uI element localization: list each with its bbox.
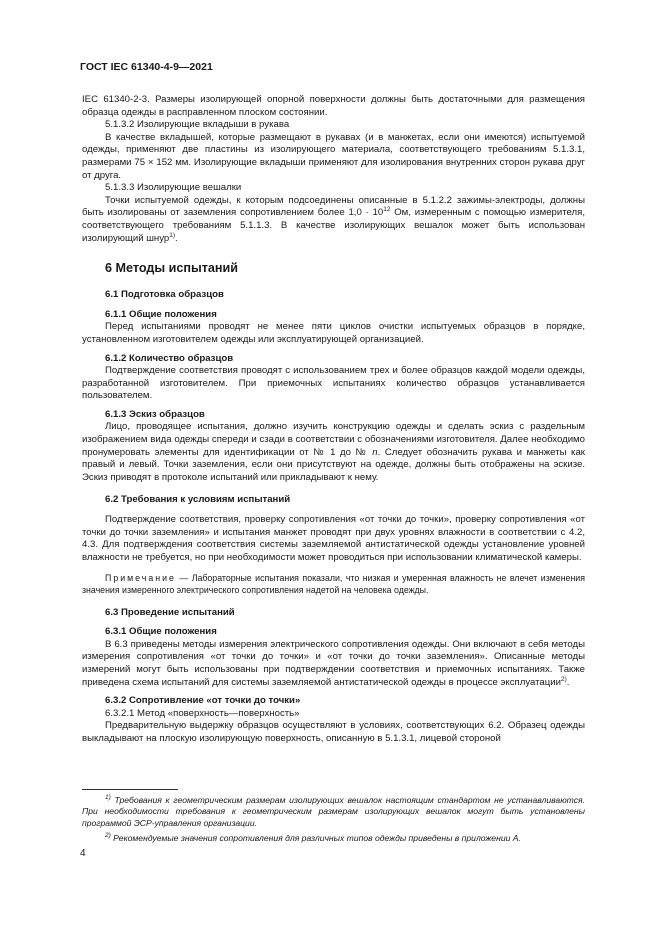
paragraph-5-1-3-3	[82, 195, 585, 245]
italic-n: n	[372, 446, 378, 458]
footnote-mark: 1)	[105, 794, 111, 801]
paragraph-6-1-2: Подтверждение соответствия проводят с использованием трех и более образцов каждой модели одежды, разработанной изготовителем. При приемочных испытаниях количество образцов устанавливается пользователем.	[82, 365, 585, 402]
footnote-separator	[82, 789, 178, 790]
clause-6-1-2-heading: 6.1.2 Количество образцов	[105, 352, 234, 364]
note-6-2	[82, 573, 585, 596]
paragraph-6-1-3	[82, 421, 585, 484]
clause-6-2-heading: 6.2 Требования к условиям испытаний	[105, 494, 291, 506]
text-run: Ом, измеренным с помощью измерителя, соответствующего требованиям 5.1.1.3. В качестве изолирующих вешалок может быть использован изолирующий шнур	[82, 207, 585, 244]
clause-6-3-2-heading: 6.3.2 Сопротивление «от точки до точки»	[105, 695, 301, 707]
section-6-heading: 6 Методы испытаний	[105, 261, 238, 276]
running-header: ГОСТ IEC 61340-4-9—2021	[80, 61, 213, 73]
text-run: .	[175, 232, 178, 244]
text-run: . Следует обозначить рукава и манжеты как правый и левый. Точки заземления, если они присутствуют на одежде, должны быть отображены на эскизе. Эскиз приводят в протоколе испытаний или прикладывают к нему.	[82, 446, 585, 483]
clause-6-1-heading: 6.1 Подготовка образцов	[105, 289, 224, 301]
paragraph-5-1-3-2: В качестве вкладышей, которые размещают в рукавах (и в манжетах, если они имеются) испытуемой одежды, применяют две пластины из изолирующего материала, соответствующего требованиям 5.1.3.1, размерами 75 × 152 мм. Изолирующие вкладыши применяют для изолирования внутренних сторон рукава друг от друга.	[82, 131, 585, 181]
footnote-ref-2: 2)	[560, 675, 567, 683]
paragraph-6-2: Подтверждение соответствия, проверку сопротивления «от точки до точки», проверку сопротивления «от точки до точки заземления» и испытания манжет проводят при двух уровнях влажности в соответствии с 4.2, 4.3. Для подтверждения соответствия системы заземляемой антистатической одежды установление уровней влажности не требуется, но при необходимости может проводиться при использовании климатической камеры.	[82, 514, 585, 563]
clause-6-3-heading: 6.3 Проведение испытаний	[105, 606, 235, 618]
clause-6-3-1-heading: 6.3.1 Общие положения	[105, 626, 217, 638]
note-label: Примечание	[105, 573, 176, 584]
paragraph-6-3-2-1: Предварительную выдержку образцов осуществляют в условиях, соответствующих 6.2. Образец одежды выкладывают на плоскую изолирующую поверхность, описанную в 5.1.3.1, лицевой стороной	[82, 720, 585, 744]
text-run: Точки испытуемой одежды, к которым подсоединены описанные в 5.1.2.2 зажимы-электроды, должны быть изолированы от заземления сопротивлением более 1,0 · 10	[82, 194, 585, 219]
footnote-text: Рекомендуемые значения сопротивления для различных типов одежды приведены в приложении А.	[110, 833, 521, 844]
subclause-5-1-3-3-title: 5.1.3.3 Изолирующие вешалки	[105, 182, 242, 194]
footnote-1	[82, 795, 585, 829]
footnote-mark: 2)	[105, 832, 111, 840]
text-run: В 6.3 приведены методы измерения электрического сопротивления одежды. Они включают в себя методы измерения сопротивления «от точки до точки» и «от точки до точки заземления». Описанные методы измерений могут быть использованы при подтверждении соответствия и приемочных испытаниях. Также приведена схема испытаний для системы заземляемой антистатической одежды в процессе эксплуатации	[82, 638, 585, 688]
paragraph-continued: IEC 61340-2-3. Размеры изолирующей опорной поверхности должны быть достаточными для размещения образца одежды в расправленном плоском состоянии.	[82, 94, 585, 118]
footnote-text: Требования к геометрическим размерам изолирующих вешалок настоящим стандартом не устанавливаются. При необходимости требования к геометрическим размерам изолирующих вешалок могут быть установлены программой ЭСР-управления организации.	[82, 795, 585, 828]
page-content	[82, 94, 585, 746]
text-run: .	[566, 676, 570, 688]
subclause-6-3-2-1-title: 6.3.2.1 Метод «поверхность—поверхность»	[105, 707, 300, 719]
text-run: Лицо, проводящее испытания, должно изучить конструкцию одежды и сделать эскиз с раздельным изображением вида одежды спереди и сзади в соответствии с обозначениями изготовителя. Далее необходимо пронумеровать элементы для идентификации от № 1 до №	[82, 421, 585, 458]
subclause-5-1-3-2-title: 5.1.3.2 Изолирующие вкладыши в рукава	[105, 119, 290, 131]
footnote-ref-1: 1)	[169, 231, 176, 239]
paragraph-6-1-1: Перед испытаниями проводят не менее пяти циклов очистки испытуемых образцов в порядке, установленном изготовителем одежды или эксплуатирующей организацией.	[82, 321, 585, 345]
footnotes	[82, 795, 585, 849]
paragraph-6-3-1	[82, 639, 585, 689]
footnote-2	[82, 833, 585, 844]
clause-6-1-3-heading: 6.1.3 Эскиз образцов	[105, 408, 205, 420]
note-text: — Лабораторные испытания показали, что низкая и умеренная влажность не влечет изменения значения измеренного электрического сопротивления надетой на человека одежды.	[82, 573, 585, 595]
exponent: 12	[383, 206, 391, 214]
page-number: 4	[80, 848, 86, 859]
clause-6-1-1-heading: 6.1.1 Общие положения	[105, 308, 217, 320]
